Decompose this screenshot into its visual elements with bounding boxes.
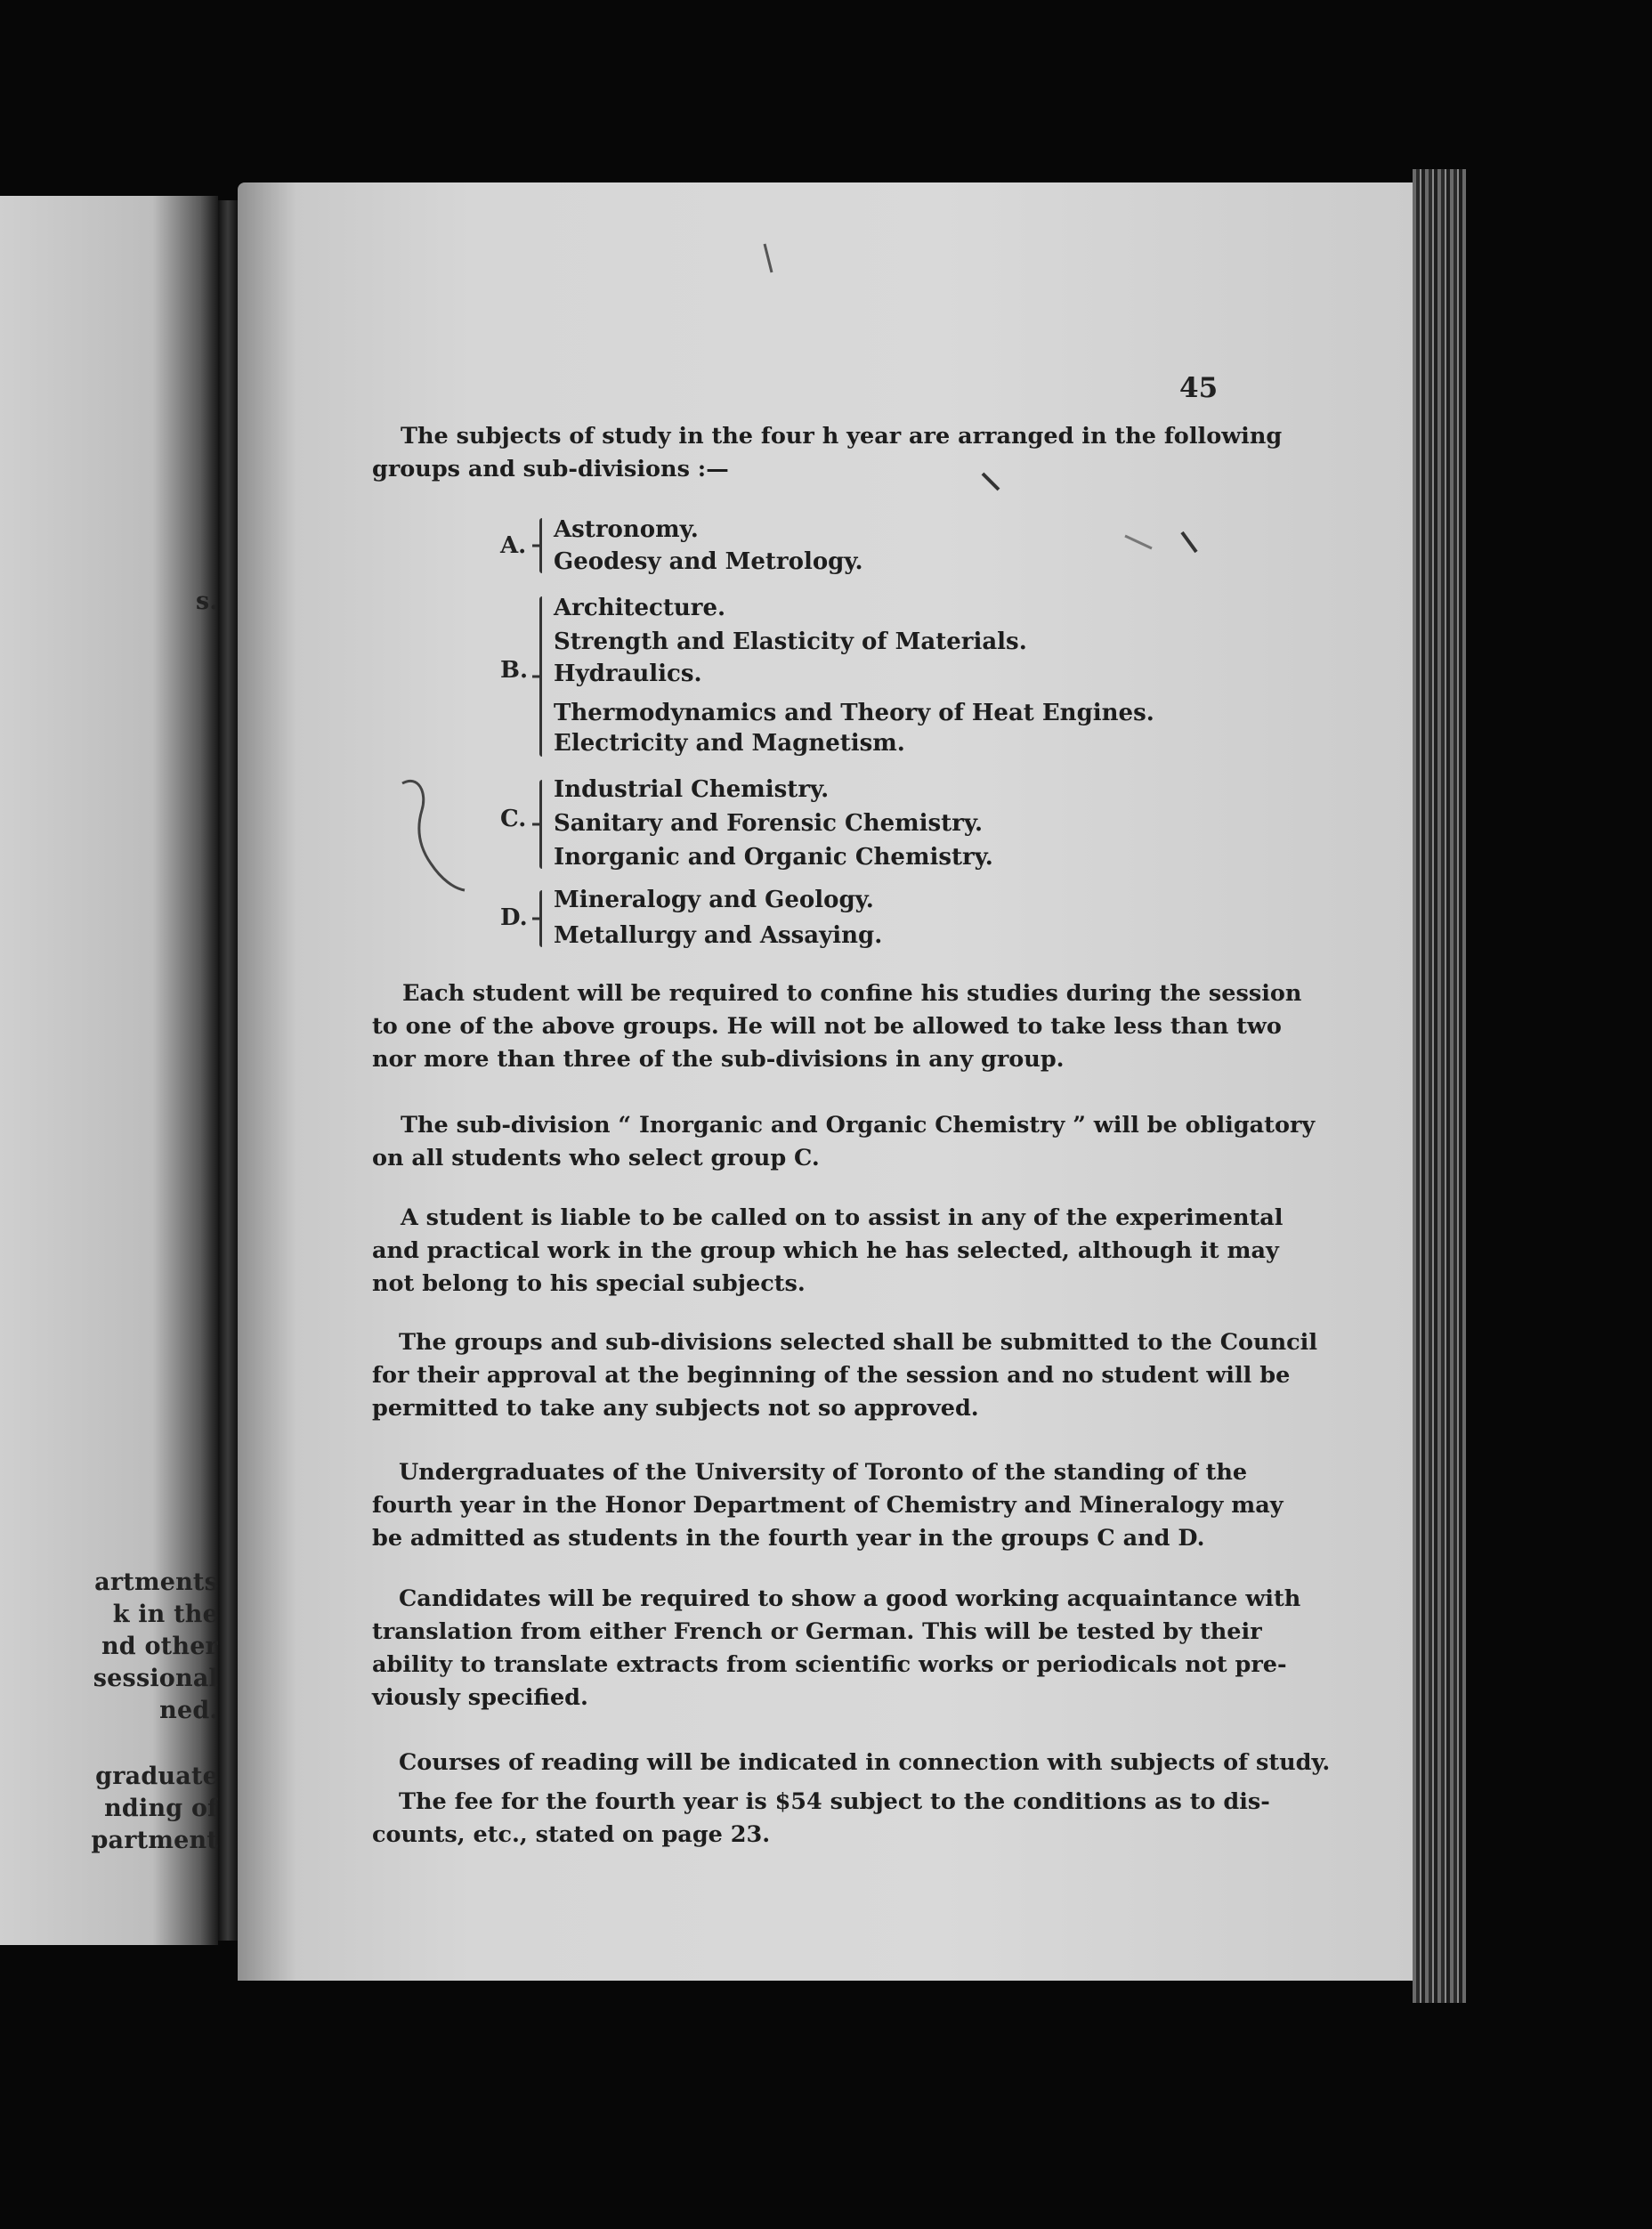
paragraph	[372, 1786, 1270, 1852]
brace-c	[539, 780, 542, 869]
intro-line-2: groups and sub-divisions :—	[372, 456, 729, 482]
paragraph	[372, 977, 1302, 1076]
page-edges	[1413, 169, 1466, 2003]
paragraph-line: The fee for the fourth year is $54 subject to the conditions as to dis-	[399, 1788, 1270, 1815]
brace-d	[539, 890, 542, 947]
paragraph	[372, 1109, 1316, 1175]
paragraph-line: ability to translate extracts from scientific works or periodicals not pre-	[372, 1651, 1287, 1678]
subject-item: Metallurgy and Assaying.	[554, 922, 883, 949]
group-letter-c: C.	[500, 806, 527, 832]
paragraph-line: to one of the above groups. He will not be allowed to take less than two	[372, 1013, 1282, 1040]
subject-item: Thermodynamics and Theory of Heat Engines.	[554, 700, 1154, 726]
paragraph-line: counts, etc., stated on page 23.	[372, 1821, 771, 1848]
paragraph	[372, 1747, 1331, 1779]
subject-item: Geodesy and Metrology.	[554, 548, 863, 575]
paragraph-line: Courses of reading will be indicated in connection with subjects of study.	[399, 1749, 1331, 1776]
paragraph	[372, 1202, 1284, 1301]
subject-item: Architecture.	[554, 595, 726, 621]
group-letter-b: B.	[500, 657, 529, 684]
left-fragment: ned.	[159, 1697, 218, 1724]
paragraph-line: The groups and sub-divisions selected shall be submitted to the Council	[399, 1329, 1318, 1356]
subject-item: Electricity and Magnetism.	[554, 730, 905, 757]
subject-item: Sanitary and Forensic Chemistry.	[554, 810, 984, 837]
brace-a	[539, 518, 542, 573]
left-fragment: graduate	[95, 1763, 218, 1790]
left-fragment: sessional	[93, 1665, 218, 1692]
paragraph-line: Undergraduates of the University of Toronto of the standing of the	[399, 1459, 1248, 1486]
squiggle-mark	[392, 766, 481, 908]
paragraph-line: Candidates will be required to show a good working acquaintance with	[399, 1585, 1301, 1612]
book-gutter	[218, 200, 238, 1941]
subject-item: Mineralogy and Geology.	[554, 887, 874, 913]
subject-item: Strength and Elasticity of Materials.	[554, 628, 1027, 655]
ink-mark	[1123, 531, 1203, 557]
paragraph-line: on all students who select group C.	[372, 1145, 820, 1171]
brace-b	[539, 596, 542, 757]
left-fragment: artments	[94, 1568, 218, 1596]
left-fragment: s.	[195, 588, 218, 615]
subject-item: Industrial Chemistry.	[554, 776, 830, 803]
paragraph-line: The sub-division “ Inorganic and Organic Chemistry ” will be obligatory	[401, 1112, 1316, 1139]
left-fragment: nding of	[104, 1795, 218, 1822]
paragraph-line: viously specified.	[372, 1684, 588, 1711]
paragraph-line: and practical work in the group which he has selected, although it may	[372, 1237, 1279, 1264]
paragraph	[372, 1583, 1301, 1714]
intro-line-1: The subjects of study in the four h year are arranged in the following	[401, 423, 1283, 450]
left-page	[0, 196, 218, 1945]
left-fragment: nd other	[101, 1633, 218, 1660]
paragraph-line: not belong to his special subjects.	[372, 1270, 806, 1297]
group-letter-d: D.	[500, 904, 528, 931]
paragraph-line: translation from either French or German. This will be tested by their	[372, 1618, 1262, 1645]
paragraph-line: A student is liable to be called on to assist in any of the experimental	[401, 1204, 1284, 1231]
paragraph-line: be admitted as students in the fourth year in the groups C and D.	[372, 1525, 1205, 1552]
paragraph-line: for their approval at the beginning of the session and no student will be	[372, 1362, 1291, 1389]
ink-mark	[979, 470, 1006, 497]
paragraph-line: fourth year in the Honor Department of Chemistry and Mineralogy may	[372, 1492, 1284, 1519]
group-letter-a: A.	[500, 532, 527, 559]
subject-item: Hydraulics.	[554, 661, 702, 687]
left-fragment: partment	[91, 1827, 218, 1854]
ink-mark	[761, 240, 779, 285]
page-number: 45	[1179, 372, 1219, 404]
paragraph-line: nor more than three of the sub-divisions in any group.	[372, 1046, 1065, 1073]
subject-item: Astronomy.	[554, 516, 699, 543]
subject-item: Inorganic and Organic Chemistry.	[554, 844, 993, 871]
paragraph	[372, 1326, 1318, 1425]
left-fragment: k in the	[112, 1601, 218, 1628]
paragraph-line: permitted to take any subjects not so approved.	[372, 1395, 979, 1422]
paragraph	[372, 1456, 1284, 1555]
paragraph-line: Each student will be required to confine his studies during the session	[402, 980, 1302, 1007]
